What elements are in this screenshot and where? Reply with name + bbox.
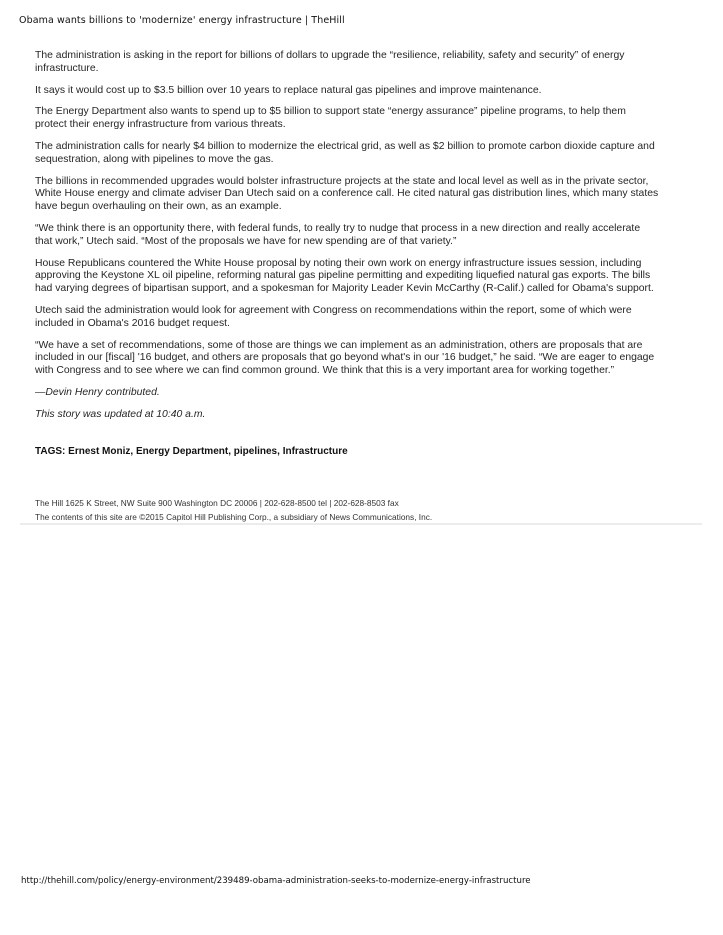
contributor-note: —Devin Henry contributed. xyxy=(35,386,160,398)
article-paragraph: “We think there is an opportunity there, with federal funds, to really try to nudge that process in a new direction and really accelerate that work,” Utech said. “Most of the proposals we have for new spending are of that variety.” xyxy=(35,222,641,247)
tag-link[interactable]: Infrastructure xyxy=(282,446,348,457)
footer-divider xyxy=(20,523,702,525)
tag-link[interactable]: pipelines xyxy=(233,446,278,457)
article-body xyxy=(35,50,660,431)
article-paragraph: “We have a set of recommendations, some of those are things we can implement as an administration, others are proposals that are included in our [fiscal] '16 budget, and others are proposals that go beyond what's in our '16 budget,” he said. “We are eager to engage with Congress and to see where we can find common ground. We think that this is a very important area for working together.” xyxy=(35,339,655,377)
print-page-url: http://thehill.com/policy/energy-environment/239489-obama-administration-seeks-to-modernize-energy-infrastructure xyxy=(21,876,531,886)
article-paragraph: House Republicans countered the White House proposal by noting their own work on energy infrastructure issues session, including approving the Keystone XL oil pipeline, reforming natural gas pipeline permitting and expediting liquefied natural gas exports. The bills had varying degrees of bipartisan support, and a spokesman for Majority Leader Kevin McCarthy (R-Calif.) called for Obama's support. xyxy=(35,257,654,295)
article-paragraph: The billions in recommended upgrades would bolster infrastructure projects at the state and local level as well as in the private sector, White House energy and climate adviser Dan Utech said on a conference call. He cited natural gas distribution lines, which many states have begun overhauling on their own, as an example. xyxy=(35,175,659,213)
article-paragraph: The administration is asking in the report for billions of dollars to upgrade the “resilience, reliability, safety and security” of energy infrastructure. xyxy=(35,50,625,74)
article-paragraph: The Energy Department also wants to spend up to $5 billion to support state “energy assurance” pipeline programs, to help them protect their energy infrastructure from various threats. xyxy=(35,106,626,131)
update-note: This story was updated at 10:40 a.m. xyxy=(35,408,206,420)
tag-link[interactable]: Energy Department xyxy=(135,446,229,457)
tag-link[interactable]: Ernest Moniz xyxy=(68,446,131,457)
article-paragraph: The administration calls for nearly $4 billion to modernize the electrical grid, as well as $2 billion to promote carbon dioxide capture and sequestration, along with pipelines to move the gas. xyxy=(35,140,655,165)
print-page-title: Obama wants billions to 'modernize' energy infrastructure | TheHill xyxy=(19,15,345,26)
article-paragraph: It says it would cost up to $3.5 billion over 10 years to replace natural gas pipelines and improve maintenance. xyxy=(35,84,542,96)
tags-line: TAGS: Ernest Moniz, Energy Department, pipelines, Infrastructure xyxy=(35,446,348,457)
site-footer xyxy=(35,496,432,524)
footer-address: The Hill 1625 K Street, NW Suite 900 Washington DC 20006 | 202-628-8500 tel | 202-628-8503 fax xyxy=(35,498,399,508)
article-paragraph: Utech said the administration would look for agreement with Congress on recommendations within the report, some of which were included in Obama's 2016 budget request. xyxy=(35,304,632,329)
tags-label: TAGS: xyxy=(35,446,69,457)
footer-copyright: The contents of this site are ©2015 Capitol Hill Publishing Corp., a subsidiary of News Communications, Inc. xyxy=(35,512,433,522)
